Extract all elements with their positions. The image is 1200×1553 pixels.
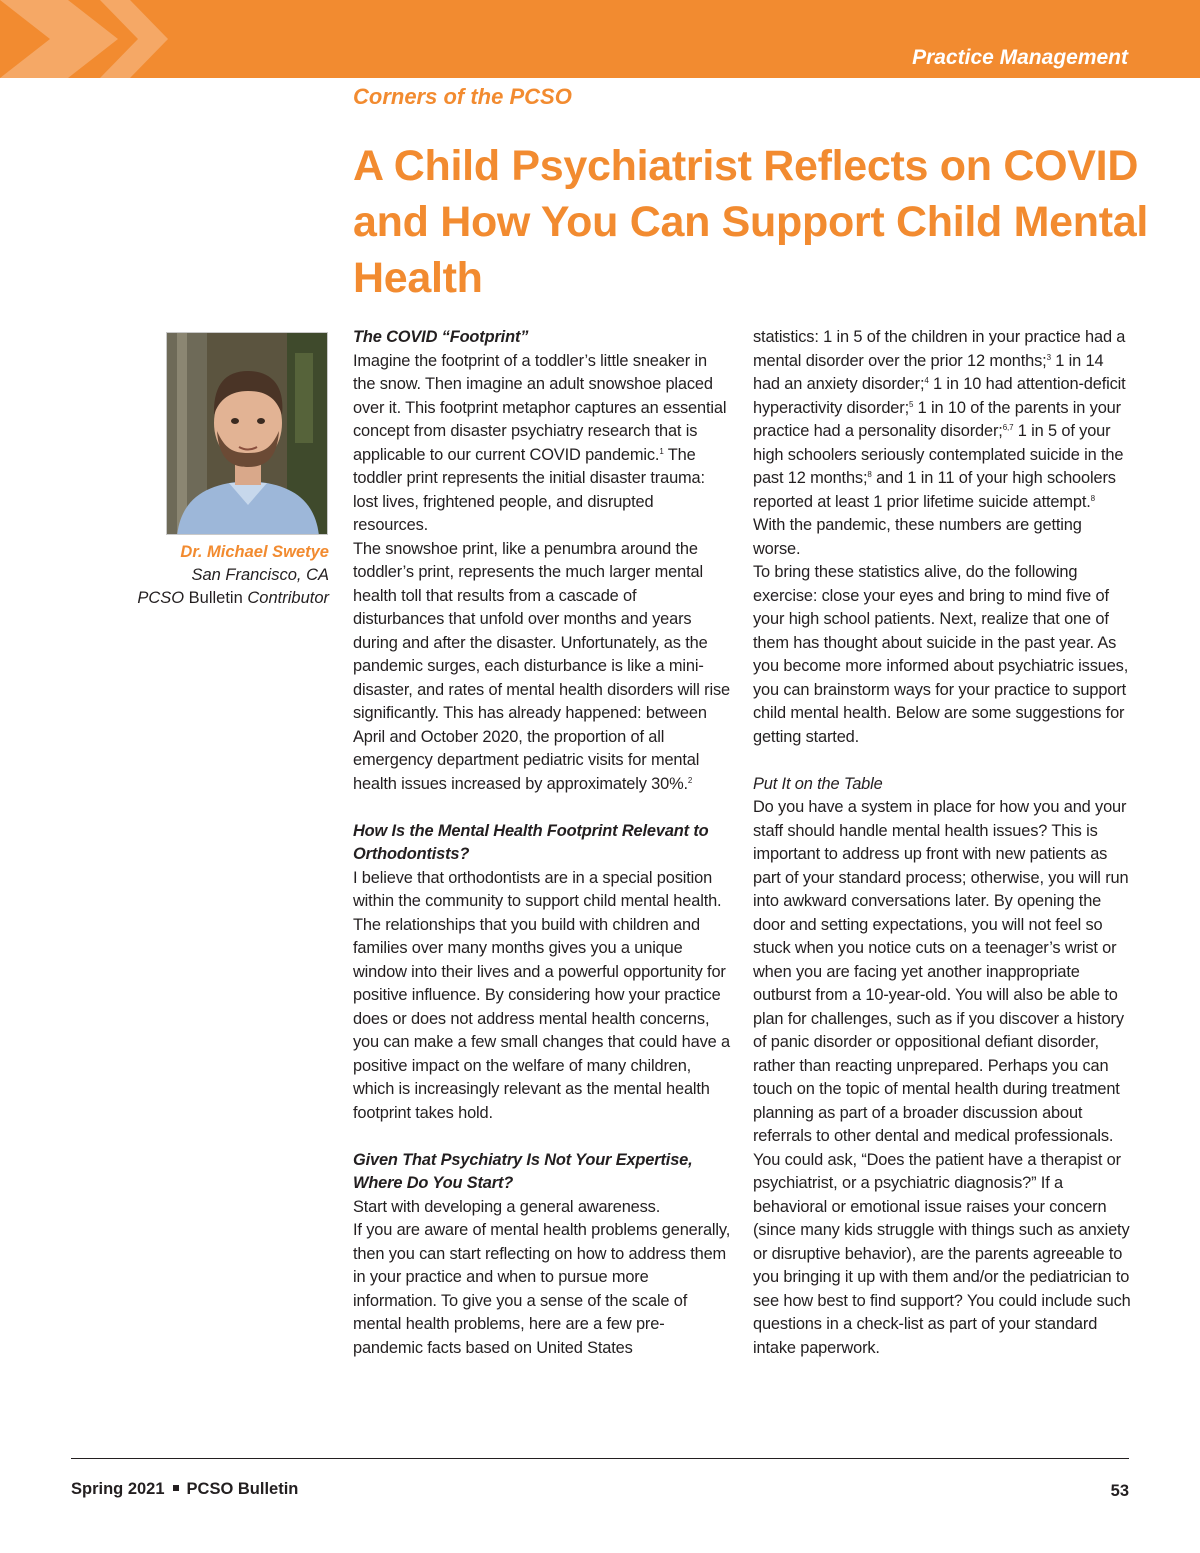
subheading-put-it-on-table: Put It on the Table: [753, 774, 883, 793]
footnote-ref: 4: [924, 376, 929, 385]
subheading-covid-footprint: The COVID “Footprint”: [353, 328, 529, 346]
page-number: 53: [1110, 1482, 1129, 1500]
paragraph: I believe that orthodontists are in a special position within the community to support child mental health. The relationships that you build with children and families over many months gives you a unique window into their lives and a powerful opportunity for positive influence. By considering how your practice does or does not address mental health concerns, you can make a few small changes that could have a positive impact on the welfare of many children, which is increasingly relevant as the mental health footprint takes hold.: [353, 868, 730, 1122]
chevron-arrows-graphic: [0, 0, 260, 78]
author-name: Dr. Michael Swetye: [180, 543, 329, 561]
paragraph-text: With the pandemic, these numbers are getting worse.: [753, 516, 1082, 558]
footnote-ref: 8: [1090, 493, 1095, 503]
paragraph: Do you have a system in place for how you and your staff should handle mental health issues? This is important to address up front with new patients as part of your standard process; otherwise, you will run into awkward conversations later. By opening the door and setting expectations, you will not feel so stuck when you notice cuts on a teenager’s wrist or when you are facing yet another inappropriate outburst from a 10-year-old. You will also be able to plan for challenges, such as if you discover a history of panic disorder or oppositional defiant disorder, rather than reacting unprepared. Perhaps you can touch on the topic of mental health during treatment planning as part of a broader discussion about referrals to other dental and medical professionals. You could ask, “Does the patient have a therapist or psychiatrist, or a psychiatric diagnosis?” If a behavioral or emotional issue raises your concern (since many kids struggle with things such as anxiety or disruptive behavior), are the parents agreeable to you bringing it up with them and/or the pediatrician to see how best to find support? You could include such questions in a check-list as part of your standard intake paperwork.: [753, 798, 1131, 1357]
author-location: San Francisco, CA: [191, 566, 329, 584]
issue-date: Spring 2021: [71, 1480, 165, 1498]
footnote-ref: 8: [867, 470, 872, 479]
column-kicker: Corners of the PCSO: [353, 84, 572, 109]
footer-divider: [71, 1458, 1129, 1459]
paragraph-text: 1 in 10 had attention-deficit hyperactivity disorder;: [753, 375, 1126, 417]
paragraph-statistics: [753, 326, 1131, 561]
article-column-right: [753, 326, 1131, 1360]
author-role-org: PCSO: [137, 589, 185, 607]
footnote-ref: 6,7: [1002, 423, 1014, 432]
paragraph: [353, 538, 731, 797]
author-photo: [166, 332, 328, 535]
author-role-end: Contributor: [247, 589, 329, 607]
article-title: A Child Psychiatrist Reflects on COVID and How You Can Support Child Mental Health: [353, 142, 1149, 302]
paragraph: To bring these statistics alive, do the following exercise: close your eyes and bring to mind five of your high school patients. Next, realize that one of them has thought about suicide in the past year. As you become more informed about psychiatric issues, you can brainstorm ways for your practice to support child mental health. Below are some suggestions for getting started.: [753, 563, 1129, 746]
footnote-ref: 1: [659, 446, 664, 456]
paragraph: Start with developing a general awareness.: [353, 1197, 661, 1216]
article-column-left: [353, 326, 731, 1360]
paragraph-text: Imagine the footprint of a toddler’s little sneaker in the snow. Then imagine an adult snowshoe placed over it. This footprint metaphor captures an essential concept from disaster psychiatry research that is applicable to our current COVID pandemic.: [353, 351, 727, 464]
header-banner: [0, 0, 1200, 78]
paragraph-text: 1 in 5 of your high schoolers seriously contemplated suicide in the past 12 months;: [753, 422, 1124, 487]
author-role: [100, 587, 329, 610]
bullet-square-icon: [173, 1485, 179, 1491]
footer-issue-info: [71, 1480, 298, 1499]
section-label: Practice Management: [912, 46, 1128, 69]
paragraph-text: statistics: 1 in 5 of the children in your practice had a mental disorder over the prior 12 months;: [753, 328, 1126, 370]
author-role-mid: Bulletin: [184, 589, 248, 607]
subheading-where-to-start: Given That Psychiatry Is Not Your Expertise, Where Do You Start?: [353, 1150, 693, 1192]
footnote-ref: 5: [908, 399, 914, 409]
footnote-ref: 3: [1046, 352, 1051, 362]
paragraph-text: The snowshoe print, like a penumbra around the toddler’s print, represents the much larger mental health toll that results from a cascade of disturbances that unfold over months and years during and after the disaster. Unfortunately, as the pandemic surges, each disturbance is like a mini-disaster, and rates of mental health disorders will rise significantly. This has already happened: between April and October 2020, the proportion of all emergency department pediatric visits for mental health issues increased by approximately 30%.: [353, 539, 730, 793]
paragraph: [353, 350, 731, 538]
paragraph-text: 1 in 14 had an anxiety disorder;: [753, 351, 1104, 393]
paragraph-text: 1 in 10 of the parents in your practice had a personality disorder;: [753, 398, 1121, 440]
paragraph: If you are aware of mental health problems generally, then you can start reflecting on how to address them in your practice and when to pursue more information. To give you a sense of the scale of mental health problems, here are a few pre-pandemic facts based on United States: [353, 1221, 731, 1357]
publication-name: PCSO Bulletin: [186, 1480, 299, 1498]
subheading-relevance: How Is the Mental Health Footprint Relevant to Orthodontists?: [353, 821, 709, 863]
footnote-ref: 2: [687, 775, 693, 785]
paragraph-text: The toddler print represents the initial disaster trauma: lost lives, frightened people, and disrupted resources.: [353, 445, 705, 534]
paragraph-text: and 1 in 11 of your high schoolers reported at least 1 prior lifetime suicide attempt.: [753, 469, 1116, 511]
author-byline: [100, 541, 329, 610]
